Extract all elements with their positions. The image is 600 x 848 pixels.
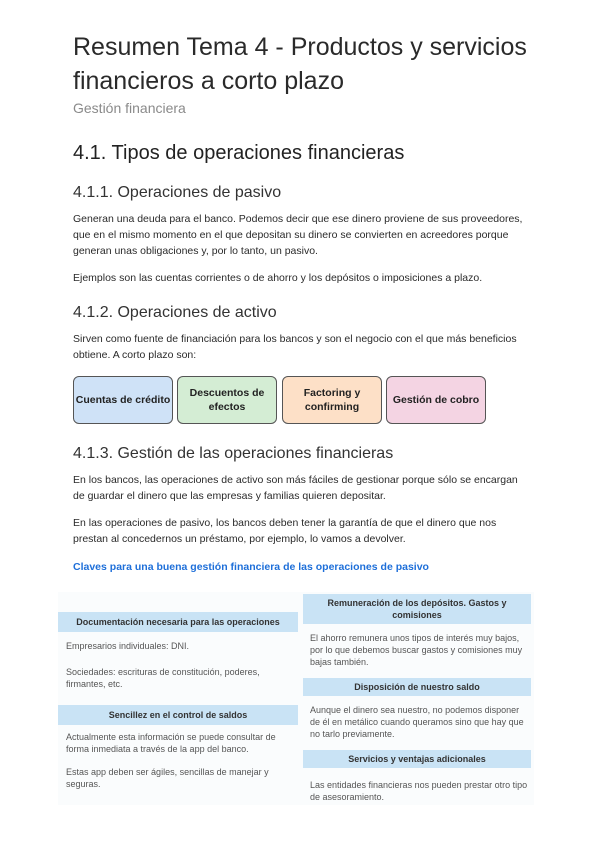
card-cuentas-credito xyxy=(73,376,173,424)
section-heading-4-1-1: 4.1.1. Operaciones de pasivo xyxy=(73,184,282,201)
disposicion-text: Aunque el dinero sea nuestro, no podemos disponer de él en metálico cuando queramos sino que hay que no tarlo previamente. xyxy=(310,705,524,739)
paragraph-gestion-2: En las operaciones de pasivo, los bancos deben tener la garantía de que el dinero que nos prestan al concedernos un préstamo, por ejemplo, lo vamos a devolver. xyxy=(73,517,497,545)
paragraph-gestion-1: En los bancos, las operaciones de activo son más fáciles de gestionar porque sólo se encargan de guardar el dinero que las empresas y familias quieren depositar. xyxy=(73,474,518,502)
section-heading-4-1: 4.1. Tipos de operaciones financieras xyxy=(73,142,405,164)
activo-cards xyxy=(73,376,489,424)
paragraph-pasivo-1: Generan una deuda para el banco. Podemos decir que ese dinero proviene de sus proveedores, que en el mismo momento en el que depositan su dinero se convierten en acreedores porque generan unas obligaciones y, por lo tanto, un pasivo. xyxy=(73,213,523,257)
card-factoring-confirming xyxy=(282,376,382,424)
document-subtitle: Gestión financiera xyxy=(73,100,186,116)
card-gestion-cobro xyxy=(386,376,486,424)
card-label: Descuentos de efectos xyxy=(189,387,265,413)
section-heading-4-1-3: 4.1.3. Gestión de las operaciones financieras xyxy=(73,445,394,462)
sencillez-line-2: Estas app deben ser ágiles, sencillas de manejar y seguras. xyxy=(66,767,269,789)
doc-line-1: Empresarios individuales: DNI. xyxy=(66,641,190,651)
section-heading-4-1-2: 4.1.2. Operaciones de activo xyxy=(73,304,277,321)
remuneracion-text: El ahorro remunera unos tipos de interés muy bajos, por lo que debemos buscar gastos y comisiones muy bajas también. xyxy=(310,633,523,667)
card-label: Gestión de cobro xyxy=(392,394,480,406)
servicios-text: Las entidades financieras nos pueden prestar otro tipo de asesoramiento. xyxy=(310,780,528,802)
claves-infographic xyxy=(58,592,534,805)
servicios-header: Servicios y ventajas adicionales xyxy=(303,750,531,768)
card-label: Cuentas de crédito xyxy=(75,394,171,406)
paragraph-activo: Sirven como fuente de financiación para los bancos y son el negocio con el que más beneficios obtiene. A corto plazo son: xyxy=(73,333,517,361)
doc-header: Documentación necesaria para las operaciones xyxy=(58,612,298,632)
doc-line-2: Sociedades: escrituras de constitución, poderes, firmantes, etc. xyxy=(66,667,260,689)
sencillez-line-1: Actualmente esta información se puede consultar de forma inmediata a través de la app del banco. xyxy=(66,732,276,754)
disposicion-header: Disposición de nuestro saldo xyxy=(303,678,531,696)
sencillez-header: Sencillez en el control de saldos xyxy=(58,705,298,725)
claves-title: Claves para una buena gestión financiera de las operaciones de pasivo xyxy=(73,561,429,573)
card-descuentos-efectos xyxy=(177,376,277,424)
card-label: Factoring y confirming xyxy=(303,387,361,413)
document-title: Resumen Tema 4 - Productos y servicios financieros a corto plazo xyxy=(73,33,527,95)
paragraph-pasivo-2: Ejemplos son las cuentas corrientes o de ahorro y los depósitos o imposiciones a plazo. xyxy=(73,272,483,284)
remuneracion-header: Remuneración de los depósitos. Gastos y comisiones xyxy=(303,594,531,624)
